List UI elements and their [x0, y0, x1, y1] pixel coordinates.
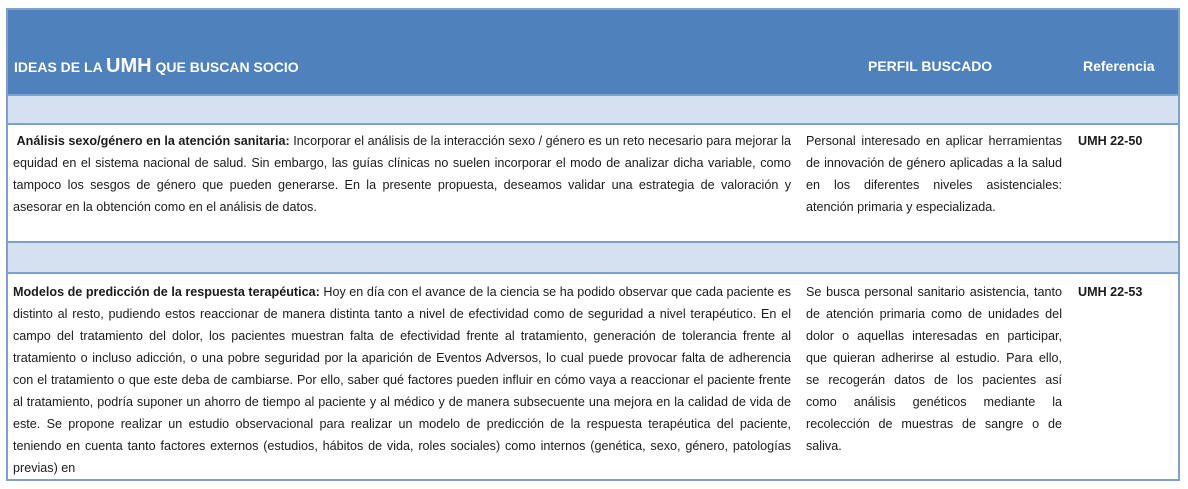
reference-code: UMH 22-50 [1078, 134, 1143, 148]
reference-code: UMH 22-53 [1078, 285, 1143, 299]
row-divider [8, 94, 1178, 96]
header-profile-title: PERFIL BUSCADO [868, 58, 993, 74]
idea-text: Hoy en día con el avance de la ciencia se ha podido observar que cada paciente es distinto al resto, pudiendo estos reaccionar de manera distinta tanto a nivel de efectividad como de seguridad a nivel terapéutico. En el campo del tratamiento del dolor, los pacientes muestran falta de efectividad frente al tratamiento, generación de tolerancia frente al tratamiento o incluso adicción, o una pobre seguridad por la aparición de Eventos Adversos, lo cual puede provocar falta de adherencia con el tratamiento o que este deba de cambiarse. Por ello, saber qué factores pueden influir en cómo vaya a reaccionar el paciente frente al tratamiento, podría suponer un ahorro de tiempo al paciente y al médico y de manera subsecuente una mejora en la calidad de vida de este. Se propone realizar un estudio observacional para realizar un modelo de predicción de la respuesta terapéutica del paciente, teniendo en cuenta tanto factores externos (estudios, hábitos de vida, roles sociales) como internos (genética, sexo, género, patologías previas) en [13, 285, 792, 475]
row-divider [8, 272, 1178, 274]
header-reference-title: Referencia [1083, 58, 1155, 74]
idea-title: Modelos de predicción de la respuesta terapéutica: [13, 285, 320, 299]
spacer-row [8, 242, 1178, 273]
idea-title: Análisis sexo/género en la atención sanitaria: [16, 134, 290, 148]
profile-text: Personal interesado en aplicar herramientas de innovación de género aplicadas a la salud en los diferentes niveles asistenciales: atención primaria y especializada. [806, 134, 1062, 214]
row-divider [8, 123, 1178, 125]
header-umh-word: UMH [106, 55, 152, 77]
ideas-table [6, 8, 1180, 481]
idea-description [13, 130, 791, 218]
header-ideas-title: IDEAS DE LA UMH QUE BUSCAN SOCIO [14, 55, 299, 77]
idea-text: Incorporar el análisis de la interacción sexo / género es un reto necesario para mejorar la equidad en el sistema nacional de salud. Sin embargo, las guías clínicas no suelen incorporar el modo de analizar dicha variable, como tampoco los sesgos de género que pueden generarse. En la presente propuesta, deseamos validar una estrategia de valoración y asesorar en la obtención como en el análisis de datos. [13, 134, 792, 214]
row-divider [8, 241, 1178, 243]
profile-text: Se busca personal sanitario asistencia, tanto de atención primaria como de unidades del dolor o aquellas interesadas en participar, que quieran adherirse al estudio. Para ello, se recogerán datos de los pacientes así como análisis genéticos mediante la recolección de muestras de sangre o de saliva. [806, 285, 1062, 453]
table-header [8, 10, 1178, 94]
spacer-row [8, 94, 1178, 124]
idea-description [13, 281, 791, 479]
